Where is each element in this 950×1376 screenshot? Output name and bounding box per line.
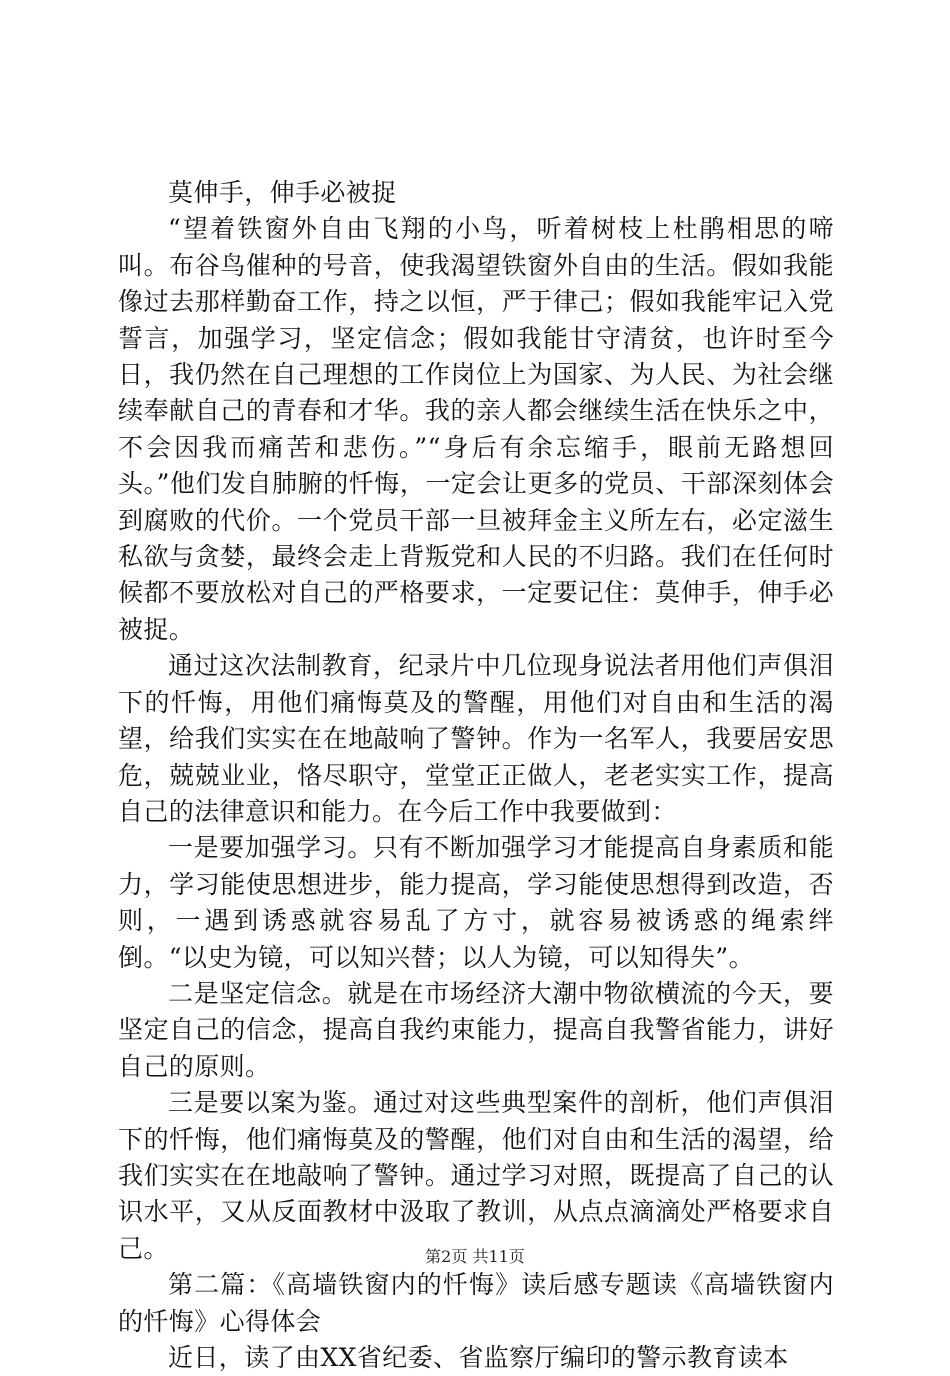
page-number-footer: 第2页 共11页 — [425, 1247, 525, 1266]
paragraph-legal-education: 通过这次法制教育，纪录片中几位现身说法者用他们声俱泪下的忏悔，用他们痛悔莫及的警醒，用他们对自由和生活的渴望，给我们实实在在地敲响了警钟。作为一名军人，我要居安思危，兢兢业业，恪尽职守，堂堂正正做人，老老实实工作，提高自己的法律意识和能力。在今后工作中我要做到： — [118, 651, 834, 826]
paragraph-confession-quote: “望着铁窗外自由飞翔的小鸟，听着树枝上杜鹃相思的啼叫。布谷鸟催种的号音，使我渴望铁窗外自由的生活。假如我能像过去那样勤奋工作，持之以恒，严于律己；假如我能牢记入党誓言，加强学习，坚定信念；假如我能甘守清贫，也许时至今日，我仍然在自己理想的工作岗位上为国家、为人民、为社会继续奉献自己的青春和才华。我的亲人都会继续生活在快乐之中，不会因我而痛苦和悲伤。”“身后有余忘缩手，眼前无路想回头。”他们发自肺腑的忏悔，一定会让更多的党员、干部深刻体会到腐败的代价。一个党员干部一旦被拜金主义所左右，必定滋生私欲与贪婪，最终会走上背叛党和人民的不归路。我们在任何时候都不要放松对自己的严格要求，一定要记住：莫伸手，伸手必被捉。 — [118, 214, 834, 644]
document-body — [118, 175, 834, 1376]
paragraph-point-three: 三是要以案为鉴。通过对这些典型案件的剖析，他们声俱泪下的忏悔，他们痛悔莫及的警醒，他们对自由和生活的渴望，给我们实实在在地敲响了警钟。通过学习对照，既提高了自己的认识水平，又从反面教材中汲取了教训，从点点滴滴处严格要求自己。 — [118, 1088, 834, 1263]
paragraph-subtitle: 莫伸手，伸手必被捉 — [168, 178, 397, 207]
paragraph-point-one: 一是要加强学习。只有不断加强学习才能提高自身素质和能力，学习能使思想进步，能力提高，学习能使思想得到改造，否则，一遇到诱惑就容易乱了方寸，就容易被诱惑的绳索绊倒。“以史为镜，可以知兴替；以人为镜，可以知得失”。 — [118, 833, 834, 972]
paragraph-point-two: 二是坚定信念。就是在市场经济大潮中物欲横流的今天，要坚定自己的信念，提高自我约束能力，提高自我警省能力，讲好自己的原则。 — [118, 978, 834, 1081]
section-heading: 第二篇：《高墙铁窗内的忏悔》读后感专题读《高墙铁窗内的忏悔》心得体会 — [118, 1270, 834, 1336]
paragraph-intro: 近日，读了由XX省纪委、省监察厅编印的警示教育读本 — [168, 1343, 789, 1372]
